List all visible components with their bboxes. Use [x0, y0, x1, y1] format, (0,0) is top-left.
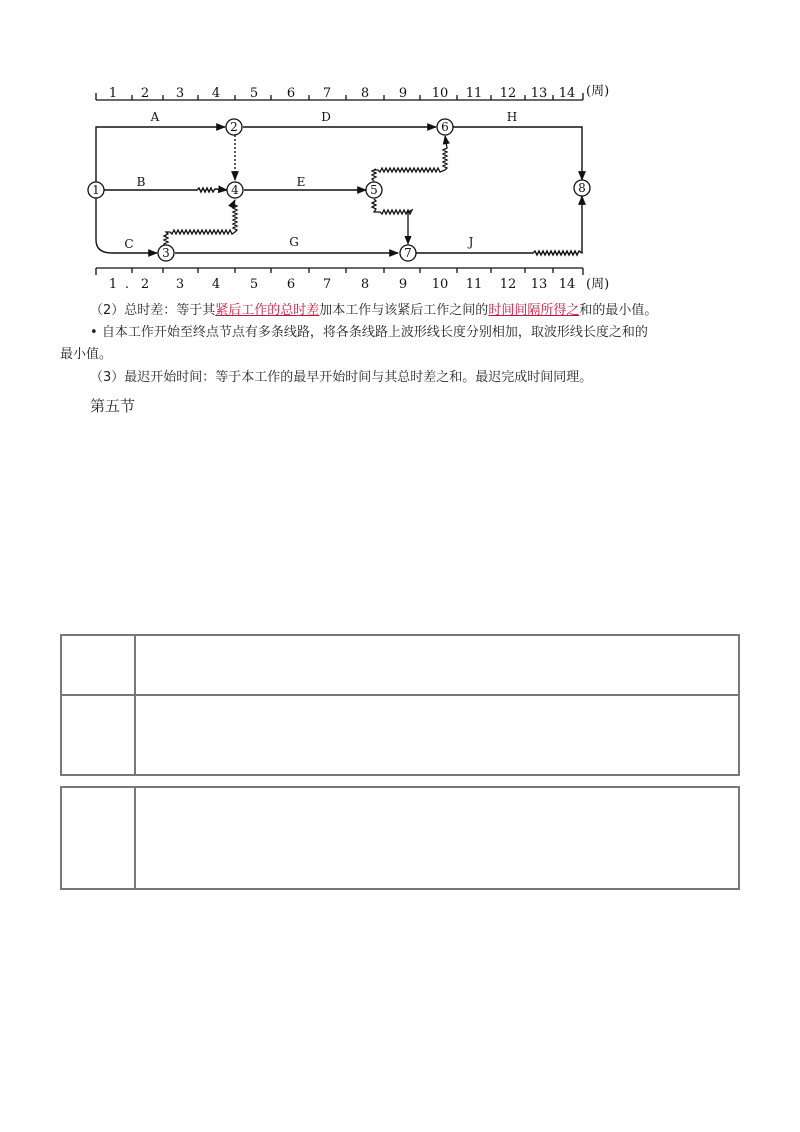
scale-tick: 5 [249, 277, 259, 292]
activity-label-h: H [506, 110, 518, 124]
bottom-time-scale [96, 268, 609, 292]
activity-label-a: A [150, 110, 160, 124]
activity-label-g: G [289, 235, 299, 249]
paragraph-wavy-line-rule [90, 322, 648, 344]
total-float-text-3: 和的最小值。 [579, 303, 658, 318]
svg-text:7: 7 [404, 246, 412, 260]
dummy-wavy-3-4 [164, 200, 237, 246]
scale-tick: 1 [108, 86, 118, 101]
svg-text:5: 5 [370, 183, 378, 197]
scale-tick: 9 [398, 86, 408, 101]
dummy-wavy-5-7 [372, 199, 412, 244]
activity-label-c: C [124, 237, 134, 251]
dummy-wavy-5-6 [372, 136, 447, 181]
svg-text:2: 2 [230, 120, 238, 134]
empty-table-1 [60, 634, 740, 776]
activity-b-arrow [104, 188, 227, 192]
scale-tick: 11 [465, 277, 483, 292]
svg-text:6: 6 [441, 120, 449, 134]
svg-text:8: 8 [578, 181, 586, 195]
scale-tick: 2 [140, 277, 150, 292]
svg-text:3: 3 [162, 246, 170, 260]
activity-label-j: J [468, 235, 474, 249]
scale-tick: 14 [558, 86, 576, 101]
scale-tick: 7 [322, 277, 332, 292]
table-row [62, 694, 738, 774]
scale-tick: 10 [431, 86, 449, 101]
scale-unit: (周) [586, 84, 610, 99]
scale-tick: . [124, 277, 130, 292]
scale-tick: 8 [360, 86, 370, 101]
svg-text:4: 4 [231, 183, 239, 197]
table-row [62, 636, 738, 696]
scale-tick: 5 [249, 86, 259, 101]
highlight-time-interval: 时间间隔所得之 [488, 303, 580, 318]
node-6 [437, 119, 453, 135]
section-heading: 第五节 [90, 397, 136, 415]
scale-tick: 12 [499, 277, 517, 292]
node-1 [88, 182, 104, 198]
scale-tick: 8 [360, 277, 370, 292]
scale-tick: 1 [108, 277, 118, 292]
total-float-text-2: 加本工作与该紧后工作之间的 [319, 303, 489, 318]
wavy-rule-line-2: 最小值。 [60, 347, 113, 362]
node-8 [574, 180, 590, 196]
empty-table-2 [60, 786, 740, 890]
scale-tick: 11 [465, 86, 483, 101]
top-time-scale [96, 84, 609, 101]
node-7 [400, 245, 416, 261]
activity-a-arrow [96, 127, 225, 182]
latest-start-text: （3）最迟开始时间：等于本工作的最早开始时间与其总时差之和。最迟完成时间同理。 [90, 370, 593, 385]
wavy-rule-line-1: 自本工作开始至终点节点有多条线路，将各条线路上波形线长度分别相加，取波形线长度之和的 [101, 325, 648, 340]
node-4 [227, 182, 243, 198]
scale-tick: 13 [530, 86, 548, 101]
activity-label-e: E [296, 175, 306, 189]
node-2 [226, 119, 242, 135]
table-content-cell [136, 636, 738, 694]
scale-tick: 12 [499, 86, 517, 101]
scale-tick: 9 [398, 277, 408, 292]
bullet: • [90, 325, 98, 340]
highlight-successor-total-float: 紧后工作的总时差 [215, 303, 320, 318]
table-content-cell [136, 788, 738, 888]
scale-unit: (周) [586, 277, 610, 292]
table-content-cell [136, 694, 738, 774]
scale-tick: 13 [530, 277, 548, 292]
table-label-cell [62, 636, 136, 694]
activity-h-arrow [453, 127, 582, 180]
scale-tick: 2 [140, 86, 150, 101]
node-5 [366, 182, 382, 198]
scale-tick: 6 [286, 86, 296, 101]
activity-label-d: D [321, 110, 331, 124]
scale-tick: 3 [175, 277, 185, 292]
paragraph-wavy-line-rule-cont [60, 344, 112, 366]
table-label-cell [62, 694, 136, 774]
scale-tick: 6 [286, 277, 296, 292]
scale-tick: 14 [558, 277, 576, 292]
scale-tick: 4 [211, 277, 221, 292]
scale-tick: 7 [322, 86, 332, 101]
activity-label-b: B [136, 175, 146, 189]
scale-tick: 3 [175, 86, 185, 101]
node-3 [158, 245, 174, 261]
paragraph-total-float [90, 300, 657, 322]
scale-tick: 10 [431, 277, 449, 292]
time-scaled-network-diagram [0, 0, 800, 300]
scale-tick: 4 [211, 86, 221, 101]
paragraph-latest-start [90, 367, 592, 389]
table-label-cell [62, 788, 136, 888]
activity-j-arrow [416, 196, 582, 255]
svg-text:1: 1 [92, 183, 100, 197]
total-float-text-1: （2）总时差：等于其 [90, 303, 216, 318]
